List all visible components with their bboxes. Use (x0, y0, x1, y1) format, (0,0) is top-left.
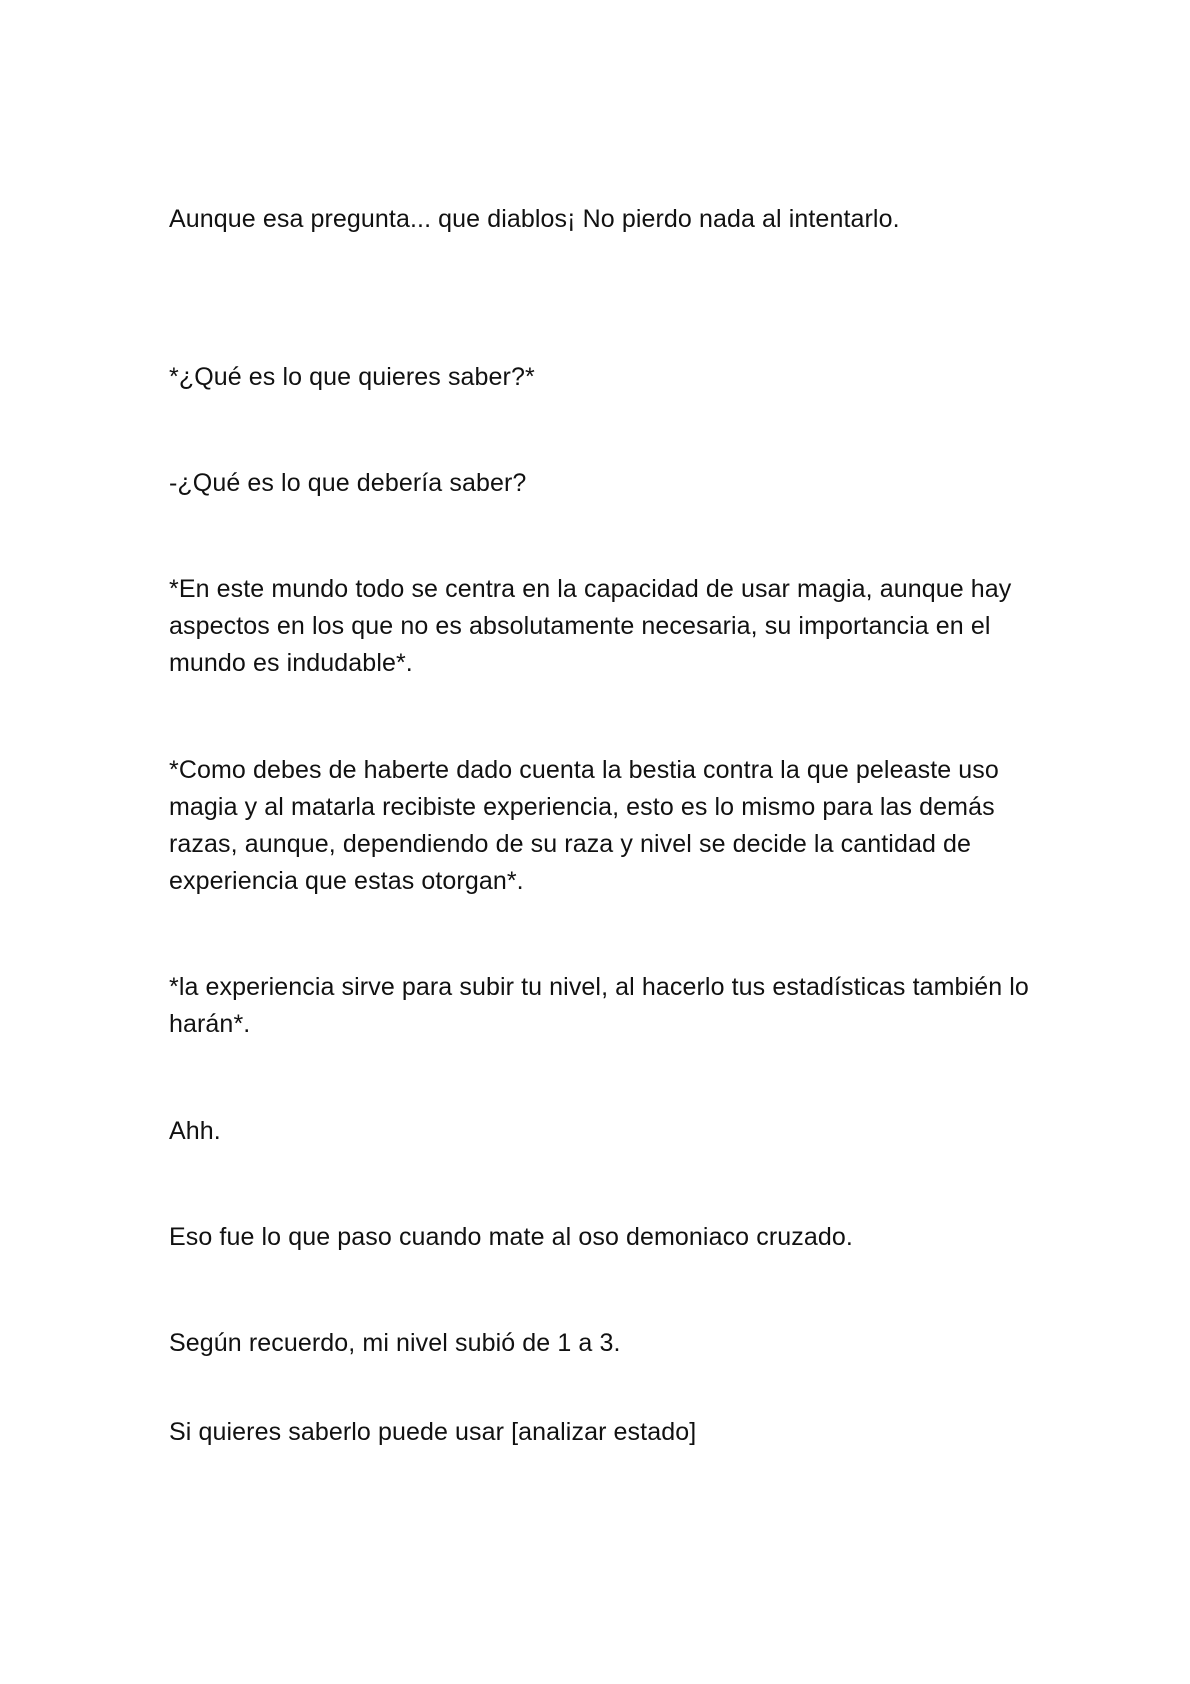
paragraph-voice-level-up: *la experiencia sirve para subir tu nivel, al hacerlo tus estadísticas también lo harán*. (169, 973, 1029, 1038)
paragraph-voice-magic-world: *En este mundo todo se centra en la capacidad de usar magia, aunque hay aspectos en los que no es absolutamente necesaria, su importancia en el mundo es indudable*. (169, 575, 1012, 677)
paragraph-narration-ahh: Ahh. (169, 1117, 221, 1145)
paragraph-voice-beast-experience: *Como debes de haberte dado cuenta la bestia contra la que peleaste uso magia y al matarla recibiste experiencia, esto es lo mismo para las demás razas, aunque, dependiendo de su raza y nivel se decide la cantidad de experiencia que estas otorgan*. (169, 756, 999, 895)
paragraph-narration-analyze-status: Si quieres saberlo puede usar [analizar estado] (169, 1418, 697, 1446)
paragraph-narration-question: Aunque esa pregunta... que diablos¡ No pierdo nada al intentarlo. (169, 205, 900, 233)
paragraph-narration-bear: Eso fue lo que paso cuando mate al oso demoniaco cruzado. (169, 1223, 853, 1251)
paragraph-voice-what-to-know: *¿Qué es lo que quieres saber?* (169, 363, 535, 391)
paragraph-dialogue-should-know: -¿Qué es lo que debería saber? (169, 469, 527, 497)
paragraph-narration-level: Según recuerdo, mi nivel subió de 1 a 3. (169, 1329, 621, 1357)
